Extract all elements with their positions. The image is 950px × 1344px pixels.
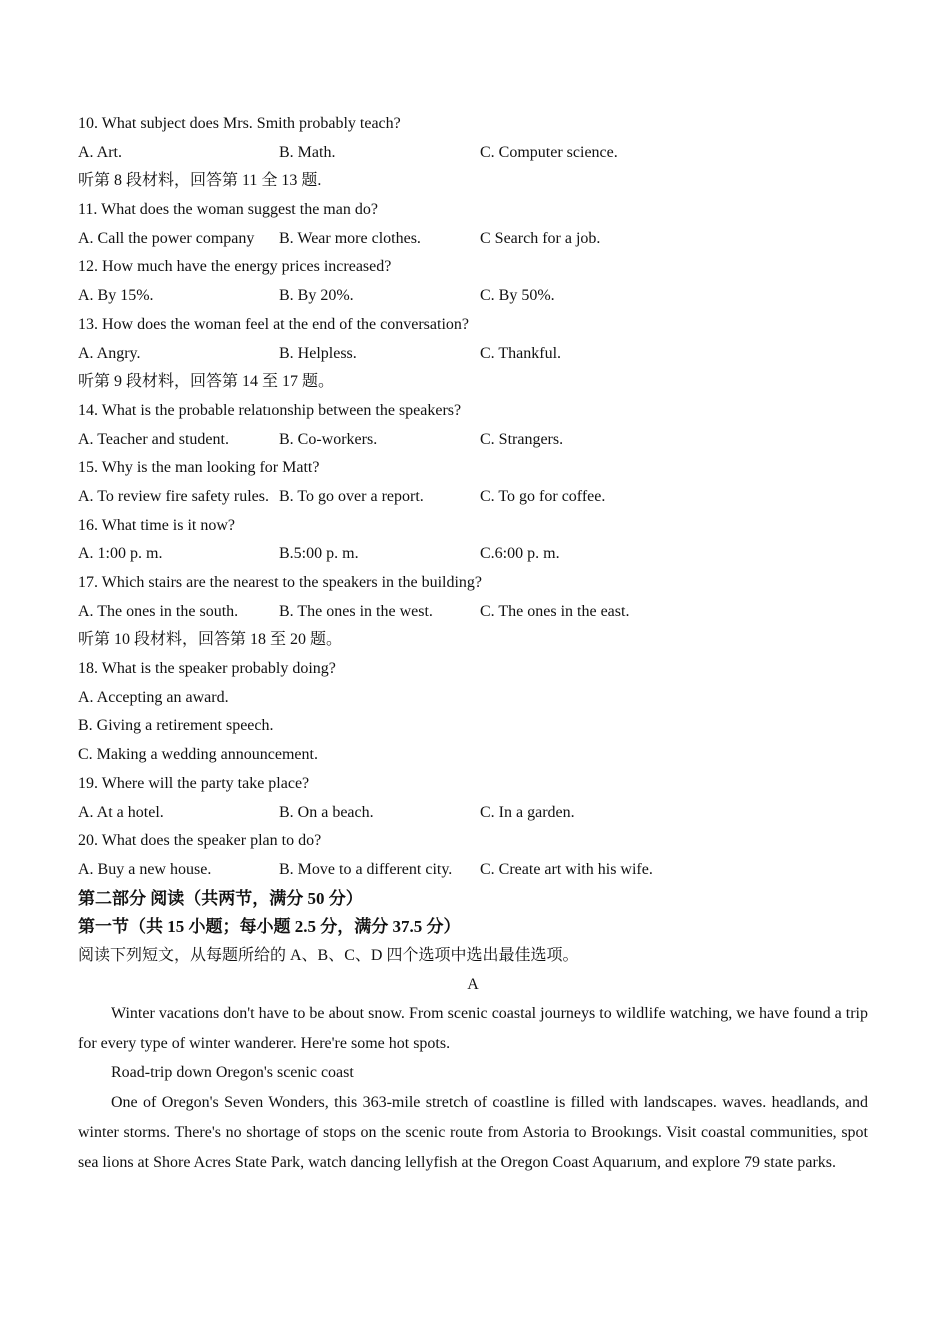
option-a: A. By 15%.	[78, 287, 154, 305]
question-14: 14. What is the probable relatıonship between the speakers?	[78, 401, 462, 419]
option-c: C. To go for coffee.	[480, 487, 606, 505]
option-a: A. At a hotel.	[78, 803, 164, 821]
question-12: 12. How much have the energy prices increased?	[78, 258, 392, 276]
option-a: A. 1:00 p. m.	[78, 545, 163, 563]
section-instruction-9: 听第 9 段材料，回答第 14 至 17 题。	[78, 373, 335, 391]
options-19	[78, 799, 868, 828]
question-19: 19. Where will the party take place?	[78, 774, 310, 792]
option-a: A. To review fire safety rules.	[78, 487, 269, 505]
option-a: A. Call the power company	[78, 229, 255, 247]
options-11	[78, 225, 868, 254]
options-14	[78, 426, 868, 455]
options-13	[78, 340, 868, 369]
option-b: B. By 20%.	[279, 287, 354, 305]
option-b: B. To go over a report.	[279, 487, 424, 505]
options-17	[78, 598, 868, 627]
option-c: C. In a garden.	[480, 803, 575, 821]
options-12	[78, 282, 868, 311]
option-b: B. On a beach.	[279, 803, 374, 821]
option-b: B. Move to a different city.	[279, 860, 453, 878]
options-16	[78, 540, 868, 569]
question-16: 16. What time is it now?	[78, 516, 236, 534]
option-c: C. By 50%.	[480, 287, 555, 305]
question-11: 11. What does the woman suggest the man do?	[78, 201, 378, 219]
option-b: B. Math.	[279, 143, 336, 161]
option-c: C. Strangers.	[480, 430, 564, 448]
option-c: C. Thankful.	[480, 344, 562, 362]
passage-label: A	[467, 975, 479, 993]
section-title: 第一节（共 15 小题；每小题 2.5 分，满分 37.5 分）	[78, 917, 461, 937]
option-a: A. Angry.	[78, 344, 141, 362]
passage-paragraph-1: Winter vacations don't have to be about snow. From scenic coastal journeys to wildlife watching, we have found a trip for every type of winter wanderer. Here're some hot spots.	[78, 1005, 868, 1053]
reading-instruction: 阅读下列短文，从每题所给的 A、B、C、D 四个选项中选出最佳选项。	[78, 946, 579, 964]
options-15	[78, 483, 868, 512]
option-a: A. Art.	[78, 143, 122, 161]
option-c: C. Making a wedding announcement.	[78, 746, 318, 764]
passage-paragraph-2: One of Oregon's Seven Wonders, this 363-mile stretch of coastline is filled with landscapes. waves. headlands, and winter storms. There's no shortage of stops on the scenic route from Astoria to Brookıngs. Visit coastal communities, spot sea lions at Shore Acres State Park, watch dancing lellyfish at the Oregon Coast Aquarıum, and explore 79 state parks.	[78, 1094, 868, 1171]
section-instruction-10: 听第 10 段材料，回答第 18 至 20 题。	[78, 631, 343, 649]
question-17: 17. Which stairs are the nearest to the speakers in the building?	[78, 574, 483, 591]
option-c: C. Computer science.	[480, 143, 618, 161]
question-10: 10. What subject does Mrs. Smith probably teach?	[78, 115, 401, 132]
option-c: C.6:00 p. m.	[480, 545, 560, 563]
option-b: B. Helpless.	[279, 344, 357, 362]
option-a: A. Accepting an award.	[78, 688, 229, 706]
options-10	[78, 139, 868, 168]
option-b: B. Giving a retirement speech.	[78, 717, 274, 735]
passage-subheading: Road-trip down Oregon's scenic coast	[111, 1064, 354, 1082]
option-c: C. Create art with his wife.	[480, 860, 653, 878]
option-a: A. Buy a new house.	[78, 860, 212, 878]
option-b: B. Wear more clothes.	[279, 229, 421, 247]
option-a: A. Teacher and student.	[78, 430, 229, 448]
question-15: 15. Why is the man looking for Matt?	[78, 459, 320, 477]
options-20	[78, 856, 868, 885]
part-title: 第二部分 阅读（共两节，满分 50 分）	[78, 888, 363, 908]
option-a: A. The ones in the south.	[78, 602, 239, 620]
question-20: 20. What does the speaker plan to do?	[78, 832, 322, 850]
option-c: C. The ones in the east.	[480, 602, 630, 620]
section-instruction-8: 听第 8 段材料，回答第 11 全 13 题.	[78, 172, 322, 190]
option-b: B. The ones in the west.	[279, 602, 433, 620]
question-18: 18. What is the speaker probably doing?	[78, 660, 336, 678]
option-b: B. Co-workers.	[279, 430, 378, 448]
option-c: C Search for a job.	[480, 229, 601, 247]
option-b: B.5:00 p. m.	[279, 545, 359, 563]
exam-page	[78, 110, 868, 1178]
question-13: 13. How does the woman feel at the end of the conversation?	[78, 315, 469, 333]
